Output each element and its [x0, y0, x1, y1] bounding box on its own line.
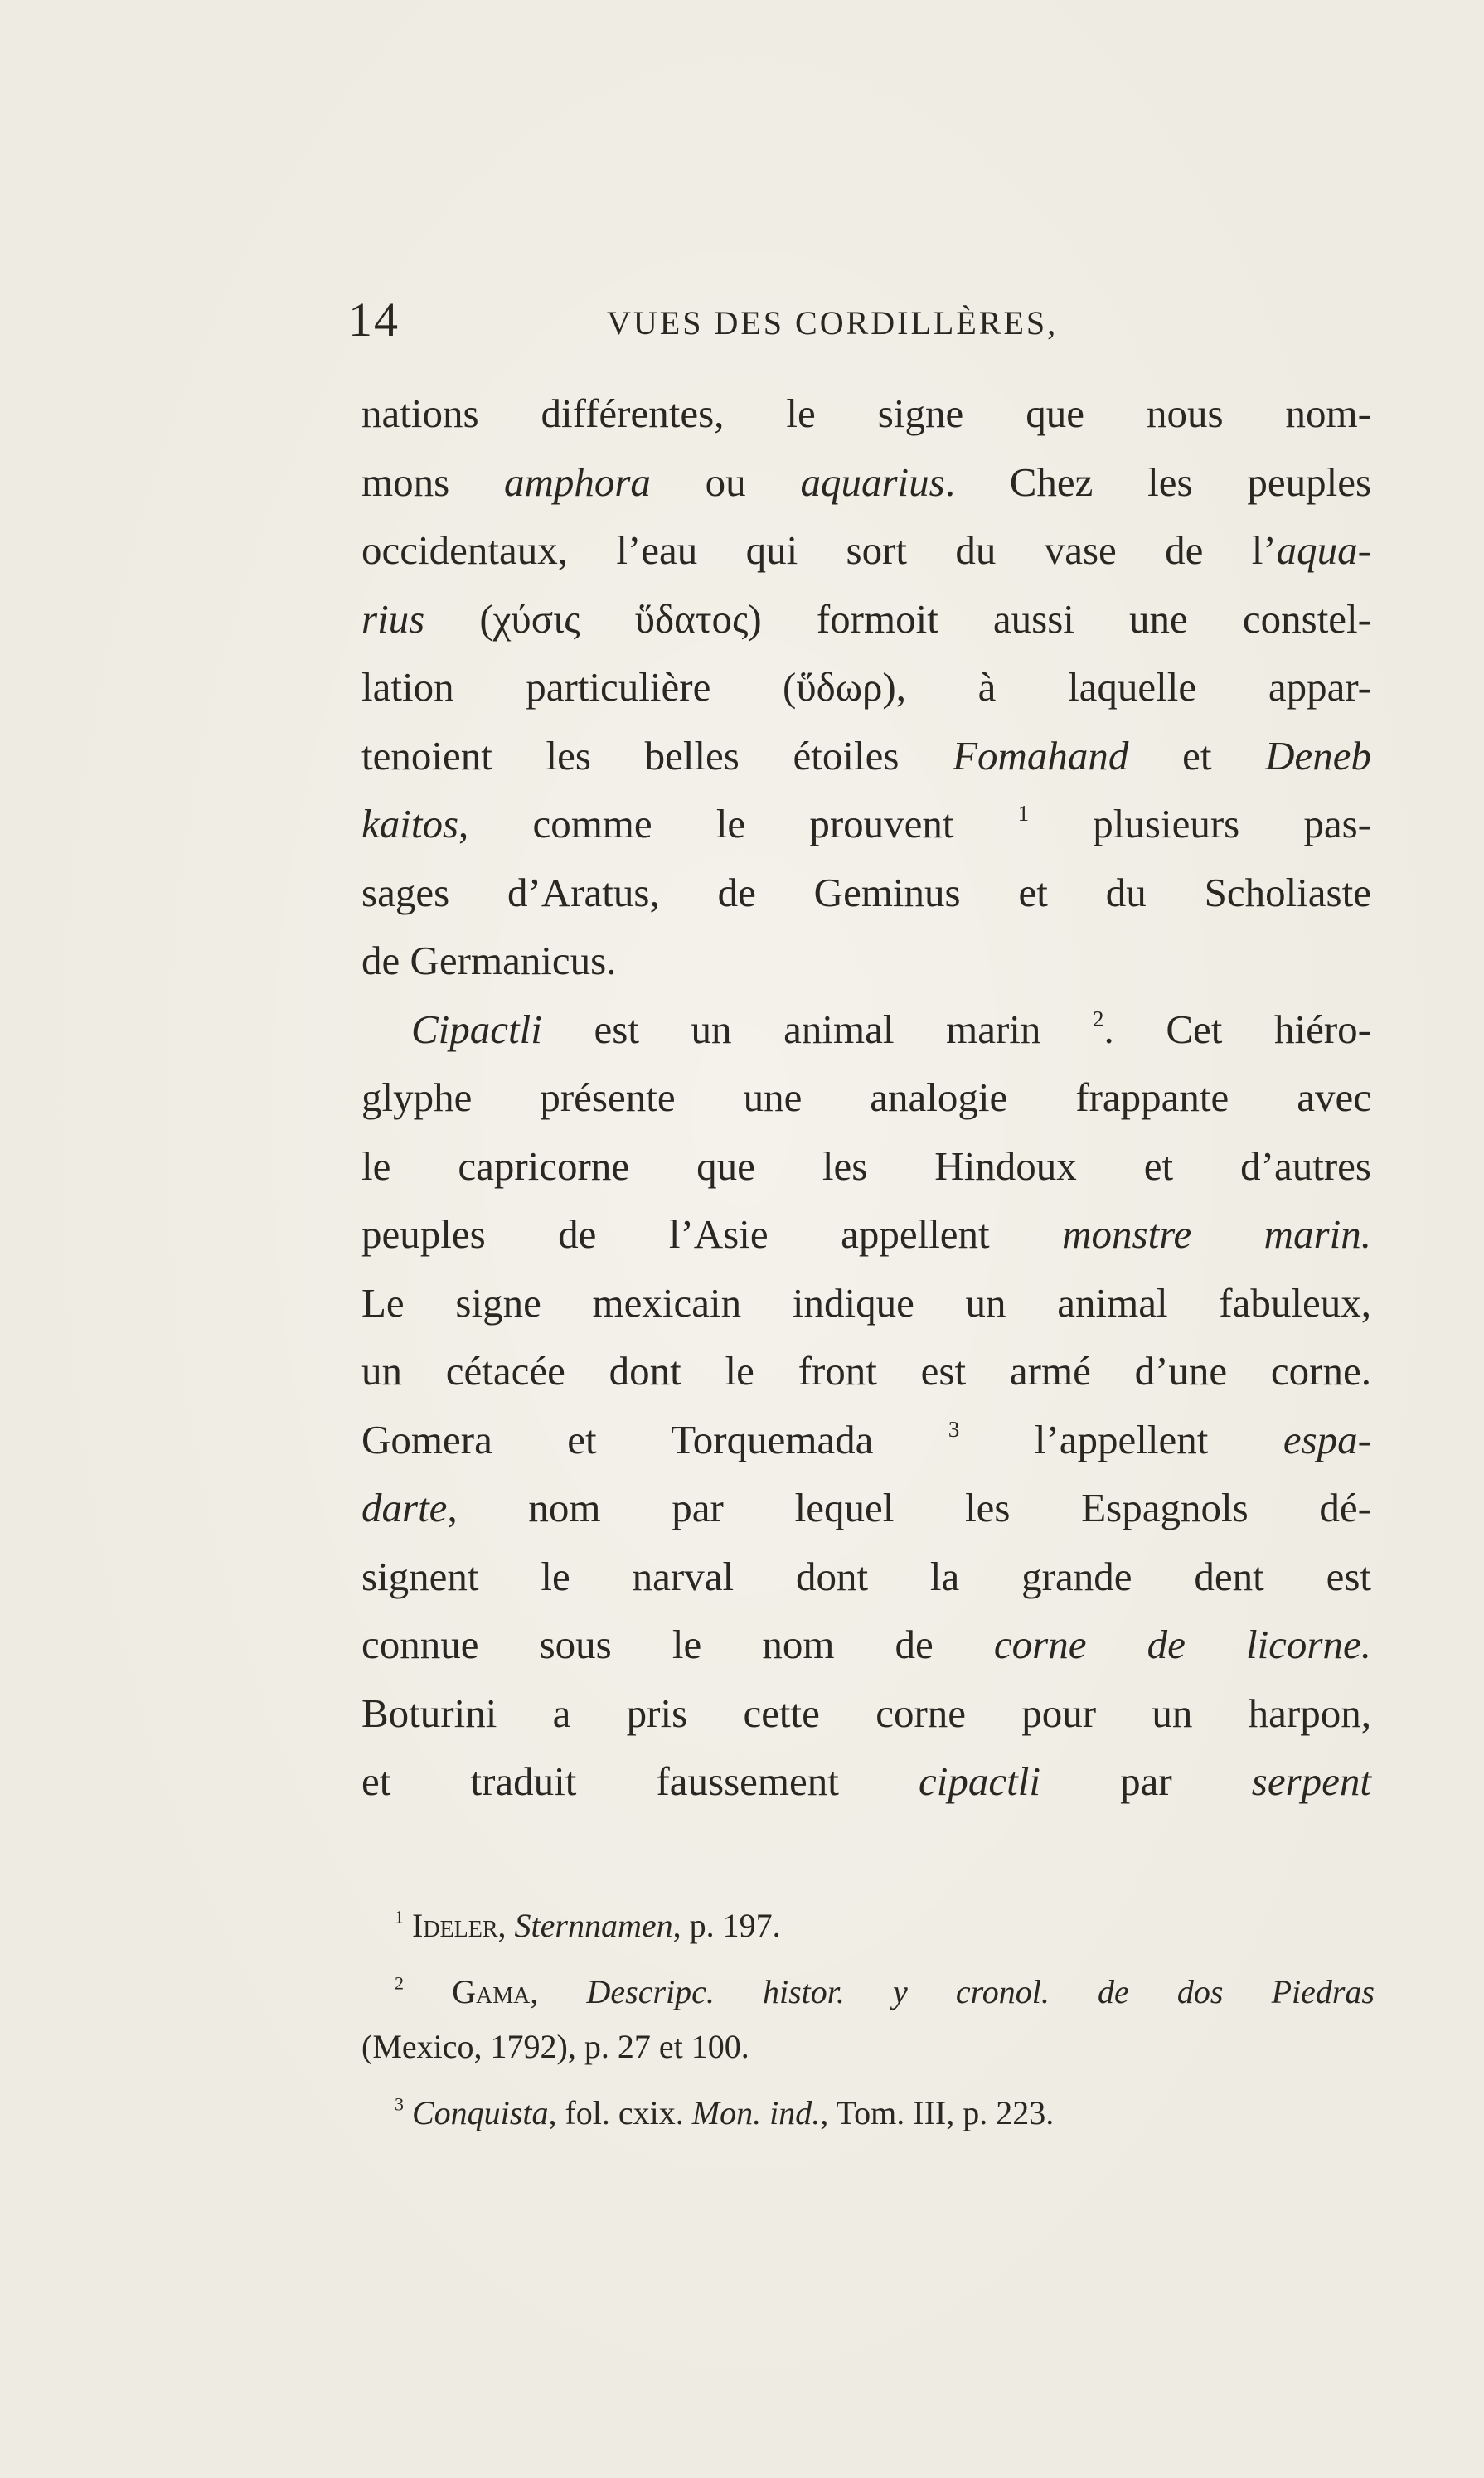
text-line: mons amphora ou aquarius. Chez les peuples — [361, 458, 1372, 505]
footnote-ref: 1 — [1017, 800, 1030, 826]
text-line: kaitos, comme le prouvent $^1$ plusieurs pas- — [361, 800, 1371, 846]
text-line: Le signe mexicain indique un animal fabuleux, — [361, 1279, 1371, 1326]
page-header — [348, 292, 1385, 358]
text-line: tenoient les belles étoiles Fomahand et Deneb — [361, 732, 1371, 778]
text-line: Boturini a pris cette corne pour un harpon, — [361, 1690, 1371, 1736]
text-line: rius (χύσις ὕδατος) formoit aussi une constel- — [361, 595, 1371, 642]
text-line: sages d’Aratus, de Geminus et du Scholiaste — [361, 869, 1371, 915]
footnote-ref: 3 — [948, 1416, 960, 1442]
text-line: Cipactli est un animal marin $^2$. Cet hiéro- — [411, 1006, 1371, 1052]
text-line: Gomera et Torquemada $^3$ l’appellent espa- — [361, 1416, 1371, 1462]
footnote-3: $^3$ Conquista, fol. cxix. Mon. ind., Tom. III, p. 223. — [395, 2093, 1055, 2131]
text-line: signent le narval dont la grande dent est — [361, 1553, 1371, 1599]
footnote-ref: 2 — [1093, 1006, 1104, 1031]
text-line: lation particulière (ὕδωρ), à laquelle appar- — [361, 664, 1371, 710]
footnotes — [361, 1899, 1375, 2141]
text-line: darte, nom par lequel les Espagnols dé- — [361, 1485, 1371, 1530]
footnote-1: $^1$ Ideler, Sternnamen, p. 197. — [395, 1906, 781, 1944]
text-line: connue sous le nom de corne de licorne. — [361, 1622, 1372, 1667]
footnote-2: $^2$ Gama, Descripc. histor. y cronol. de dos Piedras — [395, 1972, 1375, 2010]
running-head: VUES DES CORDILLÈRES, — [607, 304, 1059, 342]
text-line: nations différentes, le signe que nous nom- — [361, 390, 1371, 436]
main-text — [361, 380, 1371, 1816]
text-line: occidentaux, l’eau qui sort du vase de l’aqua- — [361, 527, 1371, 573]
text-line: le capricorne que les Hindoux et d’autres — [361, 1142, 1371, 1189]
text-line: de Germanicus. — [361, 938, 617, 983]
text-line: un cétacée dont le front est armé d’une corne. — [361, 1348, 1371, 1394]
text-line: glyphe présente une analogie frappante avec — [361, 1074, 1371, 1120]
text-line: et traduit faussement cipactli par serpent — [361, 1758, 1371, 1804]
footnote-2-continued: (Mexico, 1792), p. 27 et 100. — [361, 2028, 749, 2065]
text-line: peuples de l’Asie appellent monstre marin. — [361, 1211, 1371, 1257]
page-number: 14 — [348, 293, 400, 347]
